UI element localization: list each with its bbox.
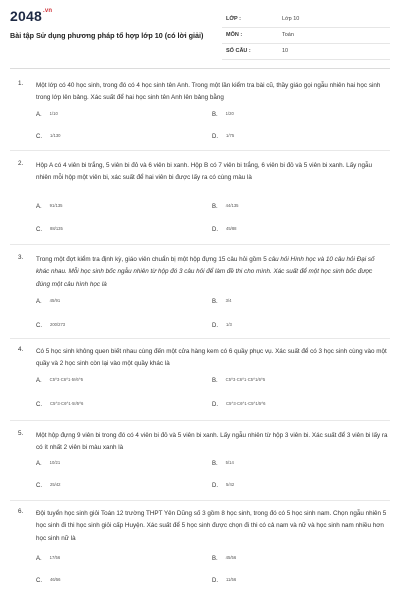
option-label: C. xyxy=(36,227,42,233)
question-text: Hộp A có 4 viên bi trắng, 5 viên bi đỏ và 6 viên bi xanh. Hộp B có 7 viên bi trắng, 6 viên bi đỏ và 5 viên bi xanh. Lấy ngẫu nhiên mỗi hộp một viên bi, xác suất để hai viên bi được lấy ra có cùng màu là xyxy=(36,162,373,182)
option-label: A. xyxy=(36,461,42,467)
option-label: C. xyxy=(36,402,42,408)
option-label: C. xyxy=(36,483,42,489)
option-c[interactable] xyxy=(36,323,65,329)
meta-row-count xyxy=(222,44,390,60)
option-d[interactable] xyxy=(212,134,234,140)
option-b[interactable] xyxy=(212,556,236,562)
question-text: Một hộp đựng 9 viên bi trong đó có 4 viên bi đỏ và 5 viên bi xanh. Lấy ngẫu nhiên từ hộp 3 viên bi. Xác suất để 3 viên bi lấy ra có ít nhất 2 viên bi màu xanh là xyxy=(36,432,388,452)
question-divider xyxy=(10,150,390,151)
option-value: 17/56 xyxy=(49,555,61,560)
option-label: D. xyxy=(212,227,218,233)
question-text: Đội tuyển học sinh giỏi Toán 12 trường THPT Yên Dũng số 3 gồm 8 học sinh, trong đó có 5 học sinh nam. Chọn ngẫu nhiên 5 học sinh đi thi học sinh giỏi cấp Huyện. Xác suất để 5 học sinh được chọn đi thi có cả nam và nữ và học sinh nam nhiều hơn học sinh nữ là xyxy=(36,510,387,542)
meta-key: LỚP : xyxy=(226,16,241,22)
option-value: 1/20 xyxy=(225,111,234,116)
option-b[interactable] xyxy=(212,378,265,384)
question-text: Có 5 học sinh không quen biết nhau cùng đến một cửa hàng kem có 6 quầy phục vụ. Xác suất để có 3 học sinh cùng vào một quầy và 2 học sinh còn lại vào một quầy khác là xyxy=(36,348,387,368)
option-label: A. xyxy=(36,204,42,210)
option-d[interactable] xyxy=(212,323,232,329)
option-value: 88/135 xyxy=(50,226,63,231)
option-a[interactable] xyxy=(36,299,60,305)
option-b[interactable] xyxy=(212,461,234,467)
option-d[interactable] xyxy=(212,483,234,489)
option-label: C. xyxy=(36,323,42,329)
page-header xyxy=(0,0,400,62)
option-value: 91/135 xyxy=(49,203,63,208)
option-value: C5^3·C6^1·5!/5^6 xyxy=(50,401,84,406)
question-number: 2. xyxy=(18,160,24,167)
site-logo[interactable] xyxy=(10,8,52,24)
option-a[interactable] xyxy=(36,378,83,384)
option-value: 46/56 xyxy=(50,577,61,582)
meta-value: Toán xyxy=(282,32,294,38)
question-number: 1. xyxy=(18,80,24,87)
question-divider xyxy=(10,420,390,421)
option-label: C. xyxy=(36,578,42,584)
option-label: A. xyxy=(36,299,42,305)
option-a[interactable] xyxy=(36,204,62,210)
option-a[interactable] xyxy=(36,556,60,562)
question-text xyxy=(36,254,388,291)
option-label: A. xyxy=(36,378,42,384)
option-value: C5^3·C6^1·5!/6^5 xyxy=(49,377,84,382)
option-label: D. xyxy=(212,323,218,329)
option-b[interactable] xyxy=(212,299,232,305)
question-text-italic: câu hỏi Hình học và 10 câu hỏi Đại số khác nhau. Mỗi học sinh bốc ngẫu nhiên từ hộp đó 3 câu hỏi để làm đề thi cho mình. Xác suất để một học sinh bốc được đúng một câu hình học là xyxy=(36,256,375,288)
logo-text: 2048 xyxy=(10,8,42,24)
option-label: D. xyxy=(212,402,218,408)
option-label: B. xyxy=(212,204,218,210)
question-number: 3. xyxy=(18,254,24,261)
option-label: A. xyxy=(36,556,42,562)
option-value: C5^3·C6^1·C5^1/5^6 xyxy=(226,401,266,406)
option-value: 5/42 xyxy=(226,482,235,487)
option-c[interactable] xyxy=(36,483,60,489)
option-label: A. xyxy=(36,112,42,118)
option-label: D. xyxy=(212,134,218,140)
option-value: 45/91 xyxy=(49,298,61,303)
option-label: B. xyxy=(212,378,218,384)
question-divider xyxy=(10,500,390,501)
header-divider xyxy=(10,68,390,69)
option-value: 45/88 xyxy=(226,226,237,231)
meta-key: SỐ CÂU : xyxy=(226,48,251,54)
option-label: C. xyxy=(36,134,42,140)
option-value: 45/56 xyxy=(225,555,237,560)
meta-row-grade xyxy=(222,12,390,28)
option-c[interactable] xyxy=(36,227,63,233)
option-label: B. xyxy=(212,299,218,305)
option-value: 1/3 xyxy=(226,322,232,327)
option-b[interactable] xyxy=(212,204,238,210)
option-value: 10/21 xyxy=(49,460,61,465)
option-b[interactable] xyxy=(212,112,234,118)
option-value: 5/14 xyxy=(225,460,234,465)
option-value: 1/75 xyxy=(226,133,235,138)
option-label: D. xyxy=(212,578,218,584)
question-number: 6. xyxy=(18,508,24,515)
question-divider xyxy=(10,244,390,245)
question-number: 4. xyxy=(18,346,24,353)
option-c[interactable] xyxy=(36,402,83,408)
option-label: B. xyxy=(212,112,218,118)
option-d[interactable] xyxy=(212,578,236,584)
option-label: B. xyxy=(212,461,218,467)
option-label: D. xyxy=(212,483,218,489)
option-d[interactable] xyxy=(212,402,266,408)
option-value: 200/273 xyxy=(50,322,66,327)
option-value: 25/42 xyxy=(50,482,61,487)
document-title: Bài tập Sử dụng phương pháp tổ hợp lớp 10 (có lời giải) xyxy=(10,31,204,40)
option-value: 44/135 xyxy=(225,203,239,208)
option-value: 1/130 xyxy=(50,133,61,138)
meta-key: MÔN : xyxy=(226,32,243,38)
option-value: 3/4 xyxy=(225,298,232,303)
option-a[interactable] xyxy=(36,112,58,118)
meta-row-subject xyxy=(222,28,390,44)
option-value: 11/56 xyxy=(226,577,237,582)
question-number: 5. xyxy=(18,430,24,437)
option-d[interactable] xyxy=(212,227,236,233)
option-label: B. xyxy=(212,556,218,562)
option-c[interactable] xyxy=(36,578,60,584)
logo-suffix: .vn xyxy=(42,8,53,14)
meta-value: 10 xyxy=(282,48,289,54)
meta-table xyxy=(222,12,390,60)
option-a[interactable] xyxy=(36,461,60,467)
option-c[interactable] xyxy=(36,134,60,140)
option-value: 1/10 xyxy=(49,111,58,116)
meta-value: Lớp 10 xyxy=(282,16,300,22)
option-value: C5^3·C6^1·C5^1/6^5 xyxy=(225,377,266,382)
question-text: Một lớp có 40 học sinh, trong đó có 4 học sinh tên Anh. Trong một lần kiểm tra bài cũ, thầy giáo gọi ngẫu nhiên hai học sinh trong lớp lên bảng. Xác suất để hai học sinh tên Anh lên bảng bằng xyxy=(36,82,381,102)
question-text-regular: Trong một đợt kiểm tra định kỳ, giáo viên chuẩn bị một hộp đựng 15 câu hỏi gồm 5 xyxy=(36,256,267,263)
question-divider xyxy=(10,338,390,339)
